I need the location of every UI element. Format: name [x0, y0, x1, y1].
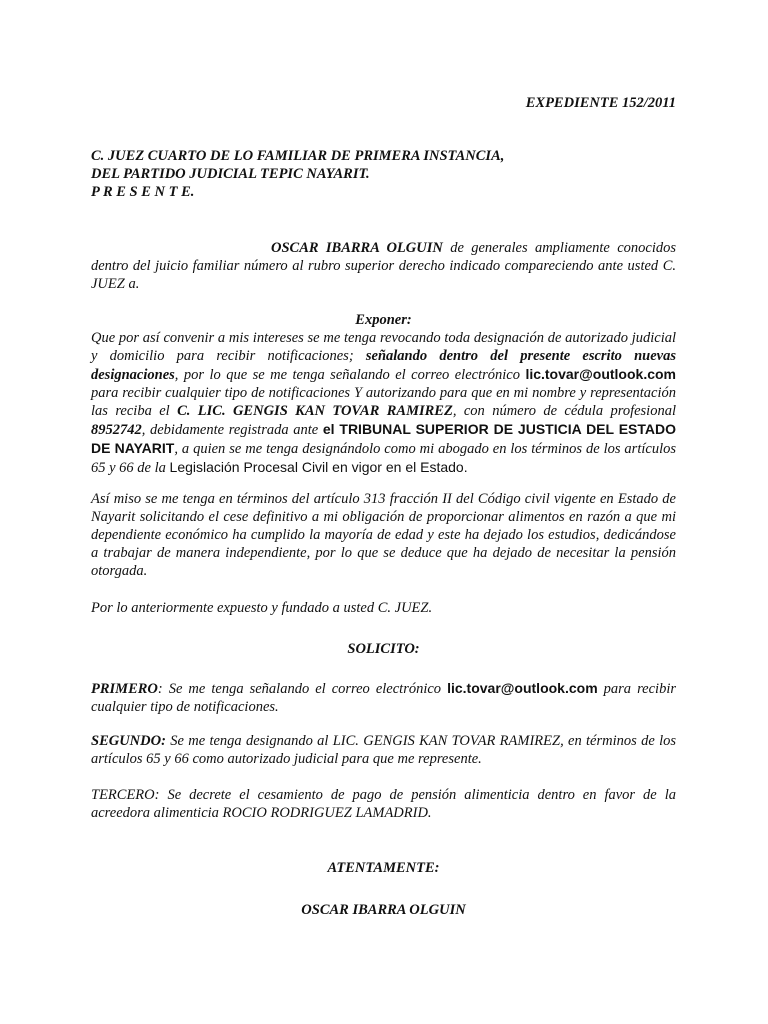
- signature-name: OSCAR IBARRA OLGUIN: [301, 902, 466, 918]
- tribunal-name: TRIBUNAL SUPERIOR DE JUSTICIA DEL ESTADO DE NAYARIT: [91, 421, 677, 456]
- exponer-text-5: , debidamente registrada ante: [141, 422, 323, 438]
- exponer-text-2: , por lo que se me tenga señalando el correo electrónico: [174, 367, 526, 383]
- solicito-heading: SOLICITO:: [347, 641, 420, 657]
- addressee-line-3: P R E S E N T E.: [91, 184, 195, 200]
- segundo-text: Se me tenga designando al LIC. GENGIS KAN TOVAR RAMIREZ, en términos de los artículos 65 y 66 como autorizado judicial para que me represente.: [91, 733, 676, 767]
- cedula-number: 8952742: [91, 422, 142, 438]
- paragraph-article-313: Así miso se me tenga en términos del artículo 313 fracción II del Código civil vigente en Estado de Nayarit solicitando el cese definitivo a mi obligación de proporcionar alimentos en razón a que mi dependiente económico ha cumplido la mayoría de edad y este ha dejado los estudios, dedicándose a trabajar de manera independiente, por lo que se deduce que ha dejado de necesitar la pensión otorgada.: [91, 491, 676, 579]
- exponer-text-3: para recibir cualquier tipo de notificaciones Y autorizando para que en mi nombre y representación las reciba el: [91, 385, 676, 419]
- primero-email: lic.tovar@outlook.com: [447, 680, 598, 696]
- addressee-block: [91, 147, 676, 201]
- tribunal-prefix: el: [322, 421, 340, 437]
- intro-paragraph: [91, 239, 676, 293]
- nuevas-designaciones: señalando dentro del presente escrito nuevas designaciones: [91, 348, 676, 383]
- exponer-paragraph: [91, 329, 676, 477]
- email-address: lic.tovar@outlook.com: [525, 366, 676, 382]
- addressee-line-1: C. JUEZ CUARTO DE LO FAMILIAR DE PRIMERA INSTANCIA,: [91, 148, 505, 164]
- expediente-number: EXPEDIENTE 152/2011: [525, 95, 676, 111]
- exponer-text-6: , a quien se me tenga designándolo como mi abogado en los términos de los artículos 65 y 66 de la: [91, 441, 676, 476]
- addressee-line-2: DEL PARTIDO JUDICIAL TEPIC NAYARIT.: [91, 166, 370, 182]
- intro-text: de generales ampliamente conocidos dentro del juicio familiar número al rubro superior derecho indicado compareciendo ante usted C. JUEZ a.: [91, 240, 676, 292]
- primero-text-2: para recibir cualquier tipo de notificaciones.: [91, 681, 676, 715]
- primero-label: PRIMERO: [91, 681, 158, 697]
- segundo-label: SEGUNDO:: [91, 733, 166, 749]
- lawyer-name: C. LIC. GENGIS KAN TOVAR RAMIREZ: [177, 403, 453, 419]
- exponer-text-4: , con número de cédula profesional: [452, 403, 676, 419]
- atentamente-heading: ATENTAMENTE:: [327, 860, 440, 876]
- segundo-paragraph: [91, 732, 676, 768]
- exponer-text-1: Que por así convenir a mis intereses se me tenga revocando toda designación de autorizado judicial y domicilio para recibir notificaciones;: [91, 330, 676, 364]
- tercero-paragraph: TERCERO: Se decrete el cesamiento de pago de pensión alimenticia dentro en favor de la acreedora alimenticia ROCIO RODRIGUEZ LAMADRID.: [91, 787, 676, 821]
- paragraph-expuesto: Por lo anteriormente expuesto y fundado a usted C. JUEZ.: [91, 600, 433, 616]
- exponer-heading: Exponer:: [355, 312, 412, 328]
- exponer-text-7: Legislación Procesal Civil en vigor en el Estado.: [169, 459, 468, 475]
- petitioner-name: OSCAR IBARRA OLGUIN: [271, 240, 443, 256]
- primero-paragraph: [91, 679, 676, 716]
- primero-text-1: : Se me tenga señalando el correo electrónico: [157, 681, 448, 697]
